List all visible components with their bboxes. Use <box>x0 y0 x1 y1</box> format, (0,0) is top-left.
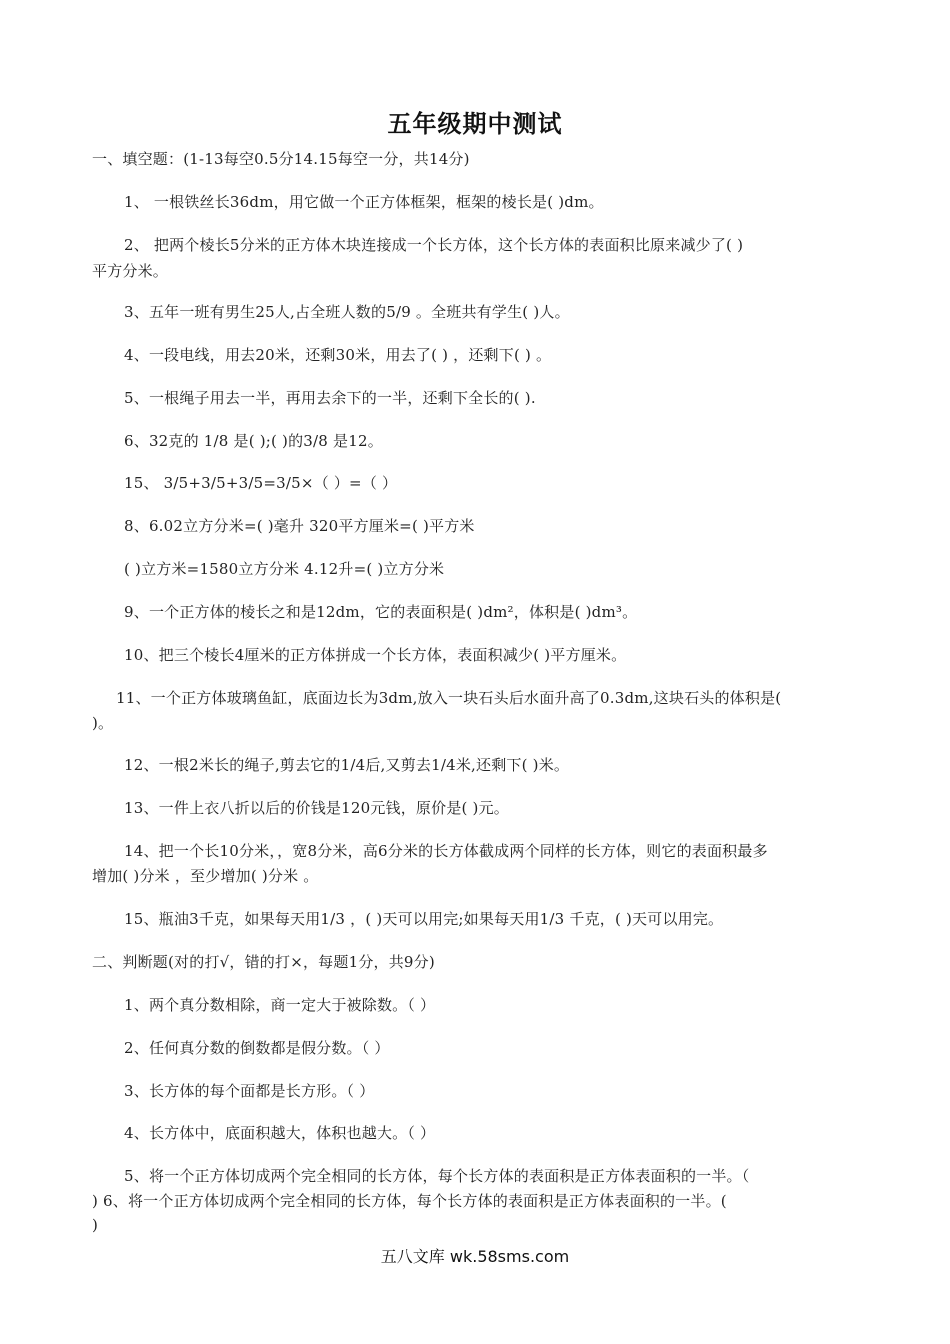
question-15a: 15、 3/5+3/5+3/5=3/5×（ ）=（ ） <box>124 474 398 492</box>
question-3: 3、五年一班有男生25人,占全班人数的5/9 。全班共有学生( )人。 <box>124 303 570 321</box>
question-11-line1: 11、一个正方体玻璃鱼缸，底面边长为3dm,放入一块石头后水面升高了0.3dm,这块石头的体积是( <box>116 689 782 707</box>
question-8-line2: ( )立方米=1580立方分米 4.12升=( )立方分米 <box>124 560 445 578</box>
judge-2: 2、任何真分数的倒数都是假分数。（ ） <box>124 1039 390 1057</box>
question-14-line2: 增加( )分米 ，至少增加( )分米 。 <box>92 867 319 885</box>
footer-watermark: 五八文库 wk.58sms.com <box>380 1247 570 1266</box>
question-9: 9、一个正方体的棱长之和是12dm，它的表面积是( )dm²，体积是( )dm³。 <box>124 603 638 621</box>
section2-heading: 二、判断题(对的打√，错的打×，每题1分，共9分) <box>92 953 435 971</box>
question-6: 6、32克的 1/8 是( );( )的3/8 是12。 <box>124 432 383 450</box>
question-12: 12、一根2米长的绳子,剪去它的1/4后,又剪去1/4米,还剩下( )米。 <box>124 756 570 774</box>
page-title: 五年级期中测试 <box>387 110 563 138</box>
question-5: 5、一根绳子用去一半，再用去余下的一半，还剩下全长的( ). <box>124 389 536 407</box>
question-15b: 15、瓶油3千克，如果每天用1/3 ，( )天可以用完;如果每天用1/3 千克，( )天可以用完。 <box>124 910 724 928</box>
question-8-line1: 8、6.02立方分米=( )毫升 320平方厘米=( )平方米 <box>124 517 475 535</box>
question-11-line2: )。 <box>92 714 114 732</box>
judge-4: 4、长方体中，底面积越大，体积也越大。（ ） <box>124 1124 436 1142</box>
question-14-line1: 14、把一个长10分米，，宽8分米，高6分米的长方体截成两个同样的长方体，则它的表面积最多 <box>124 842 768 860</box>
question-4: 4、一段电线，用去20米，还剩30米，用去了( ) ，还剩下( ) 。 <box>124 346 552 364</box>
question-10: 10、把三个棱长4厘米的正方体拼成一个长方体，表面积减少( )平方厘米。 <box>124 646 627 664</box>
question-13: 13、一件上衣八折以后的价钱是120元钱，原价是( )元。 <box>124 799 509 817</box>
judge-5-line1: 5、将一个正方体切成两个完全相同的长方体，每个长方体的表面积是正方体表面积的一半。（ <box>124 1167 750 1185</box>
section1-heading: 一、填空题：(1-13每空0.5分14.15每空一分，共14分) <box>92 150 470 168</box>
question-1: 1、 一根铁丝长36dm，用它做一个正方体框架，框架的棱长是( )dm。 <box>124 193 604 211</box>
judge-5-line2: ) 6、将一个正方体切成两个完全相同的长方体，每个长方体的表面积是正方体表面积的一半。( <box>92 1192 727 1210</box>
judge-1: 1、两个真分数相除，商一定大于被除数。（ ） <box>124 996 436 1014</box>
question-2-line1: 2、 把两个棱长5分米的正方体木块连接成一个长方体，这个长方体的表面积比原来减少了( ) <box>124 236 744 254</box>
judge-5-line3: ) <box>92 1216 99 1234</box>
judge-3: 3、长方体的每个面都是长方形。（ ） <box>124 1082 375 1100</box>
question-2-line2: 平方分米。 <box>92 262 169 280</box>
